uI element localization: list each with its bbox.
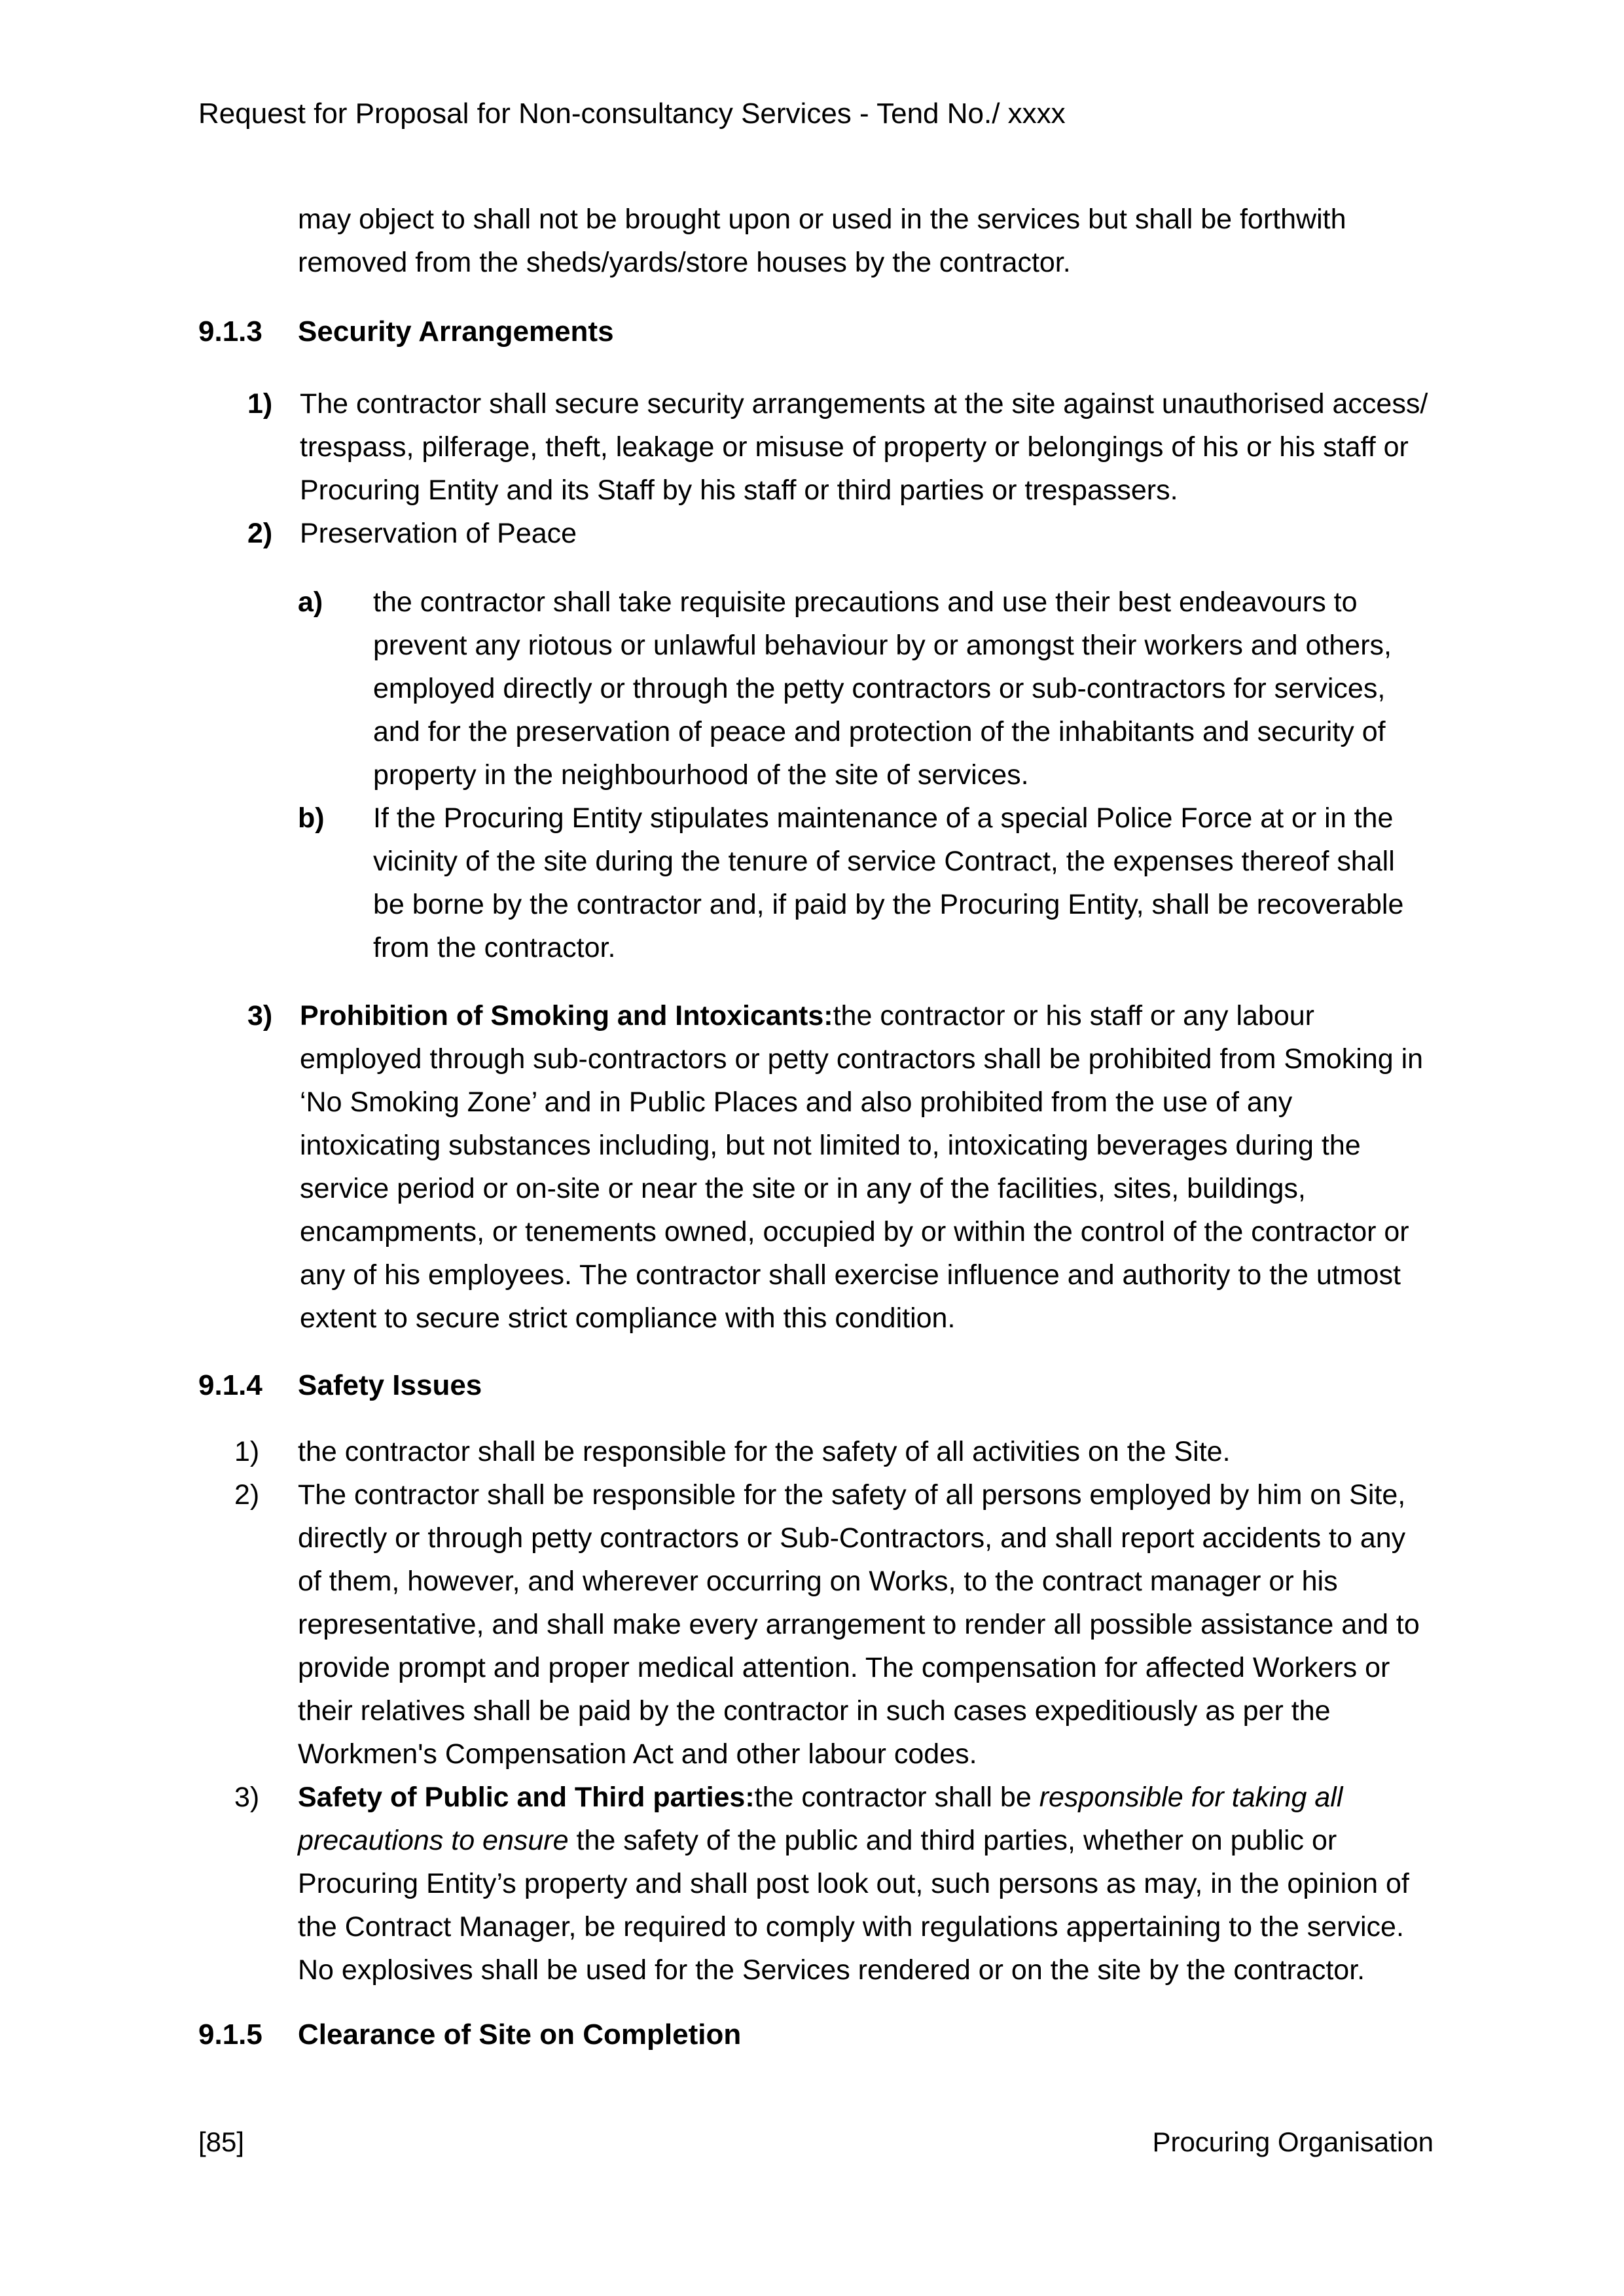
footer-organisation: Procuring Organisation — [1152, 2126, 1434, 2157]
item-marker: 1) — [234, 1436, 260, 1467]
item-text-run: the contractor shall be — [754, 1782, 1039, 1813]
section-title: Safety Issues — [298, 1369, 482, 1401]
section-title: Clearance of Site on Completion — [298, 2018, 742, 2051]
item-lead-bold: Safety of Public and Third parties: — [298, 1782, 755, 1813]
document-body — [0, 198, 1624, 2056]
intro-paragraph: may object to shall not be brought upon or used in the services but shall be forthwith removed from the sheds/yards/store houses by the contractor. — [298, 204, 1346, 278]
item-marker: 3) — [247, 1000, 273, 1031]
page-header — [198, 96, 1066, 132]
item-text: Preservation of Peace — [300, 518, 577, 549]
page-footer — [198, 2125, 1434, 2160]
item-text — [298, 1776, 1434, 1992]
item-lead-bold: Prohibition of Smoking and Intoxicants: — [300, 1000, 833, 1031]
item-marker: 2) — [247, 518, 273, 549]
list-item-9-1-4-3 — [234, 1776, 1434, 1992]
item-text: If the Procuring Entity stipulates maintenance of a special Police Force at or in the vicinity of the site during the tenure of service Contract, the expenses thereof shall be borne by the contractor and, if paid by the Procuring Entity, shall be recoverable from the contractor. — [373, 802, 1404, 963]
item-text — [300, 994, 1434, 1340]
item-text-italic-run: responsible for taking all precautions to ensure — [298, 1782, 1343, 1856]
item-marker: 2) — [234, 1479, 260, 1511]
item-marker: b) — [298, 802, 325, 834]
list-item-9-1-3-2-a — [298, 581, 1434, 797]
section-heading-9-1-5 — [198, 2013, 1624, 2056]
section-number: 9.1.4 — [198, 1369, 262, 1401]
item-marker: 1) — [247, 388, 273, 420]
list-item-9-1-4-2 — [234, 1473, 1434, 1776]
list-item-9-1-3-3 — [247, 994, 1434, 1340]
list-item-9-1-4-1 — [234, 1430, 1434, 1473]
item-text: the contractor shall be responsible for the safety of all activities on the Site. — [298, 1436, 1231, 1467]
section-number: 9.1.3 — [198, 315, 262, 348]
item-text: The contractor shall be responsible for the safety of all persons employed by him on Site, directly or through petty contractors or Sub-Contractors, and shall report accidents to any of them, however, and wherever occurring on Works, to the contract manager or his representative, and shall make every arrangement to render all possible assistance and to provide prompt and proper medical attention. The compensation for affected Workers or their relatives shall be paid by the contractor in such cases expeditiously as per the Workmen's Compensation Act and other labour codes. — [298, 1479, 1420, 1770]
section-number: 9.1.5 — [198, 2018, 262, 2051]
sublist-9-1-3-2 — [0, 581, 1624, 969]
item-text: the contractor shall take requisite precautions and use their best endeavours to prevent any riotous or unlawful behaviour by or amongst their workers and others, employed directly or through the petty contractors or sub-contractors for services, and for the preservation of peace and protection of the inhabitants and security of property in the neighbourhood of the site of services. — [373, 586, 1392, 791]
section-title: Security Arrangements — [298, 315, 614, 348]
item-text-run: the safety of the public and third parties, whether on public or Procuring Entity’s property and shall post look out, such persons as may, in the opinion of the Contract Manager, be required to comply with regulations appertaining to the service. No explosives shall be used for the Services rendered or on the site by the contractor. — [298, 1825, 1409, 1986]
list-item-9-1-3-1 — [247, 382, 1434, 512]
item-marker: a) — [298, 586, 323, 618]
list-item-9-1-3-2-b — [298, 797, 1434, 969]
item-marker: 3) — [234, 1782, 260, 1813]
item-text-run: the contractor or his staff or any labour employed through sub-contractors or petty contractors shall be prohibited from Smoking in ‘No Smoking Zone’ and in Public Places and also prohibited from the use of any intoxicating substances including, but not limited to, intoxicating beverages during the service period or on-site or near the site or in any of the facilities, sites, buildings, encampments, or tenements owned, occupied by or within the control of the contractor or any of his employees. The contractor shall exercise influence and authority to the utmost extent to secure strict compliance with this condition. — [300, 1000, 1424, 1334]
section-heading-9-1-3 — [198, 310, 1624, 353]
page-number: [85] — [198, 2126, 245, 2157]
list-item-9-1-3-2 — [247, 512, 1434, 555]
item-text: The contractor shall secure security arrangements at the site against unauthorised access/ trespass, pilferage, theft, leakage or misuse of property or belongings of his or his staff or Procuring Entity and its Staff by his staff or third parties or trespassers. — [300, 388, 1428, 506]
header-title: Request for Proposal for Non-consultancy Services - Tend No./ xxxx — [198, 98, 1066, 130]
section-heading-9-1-4 — [198, 1364, 1624, 1407]
